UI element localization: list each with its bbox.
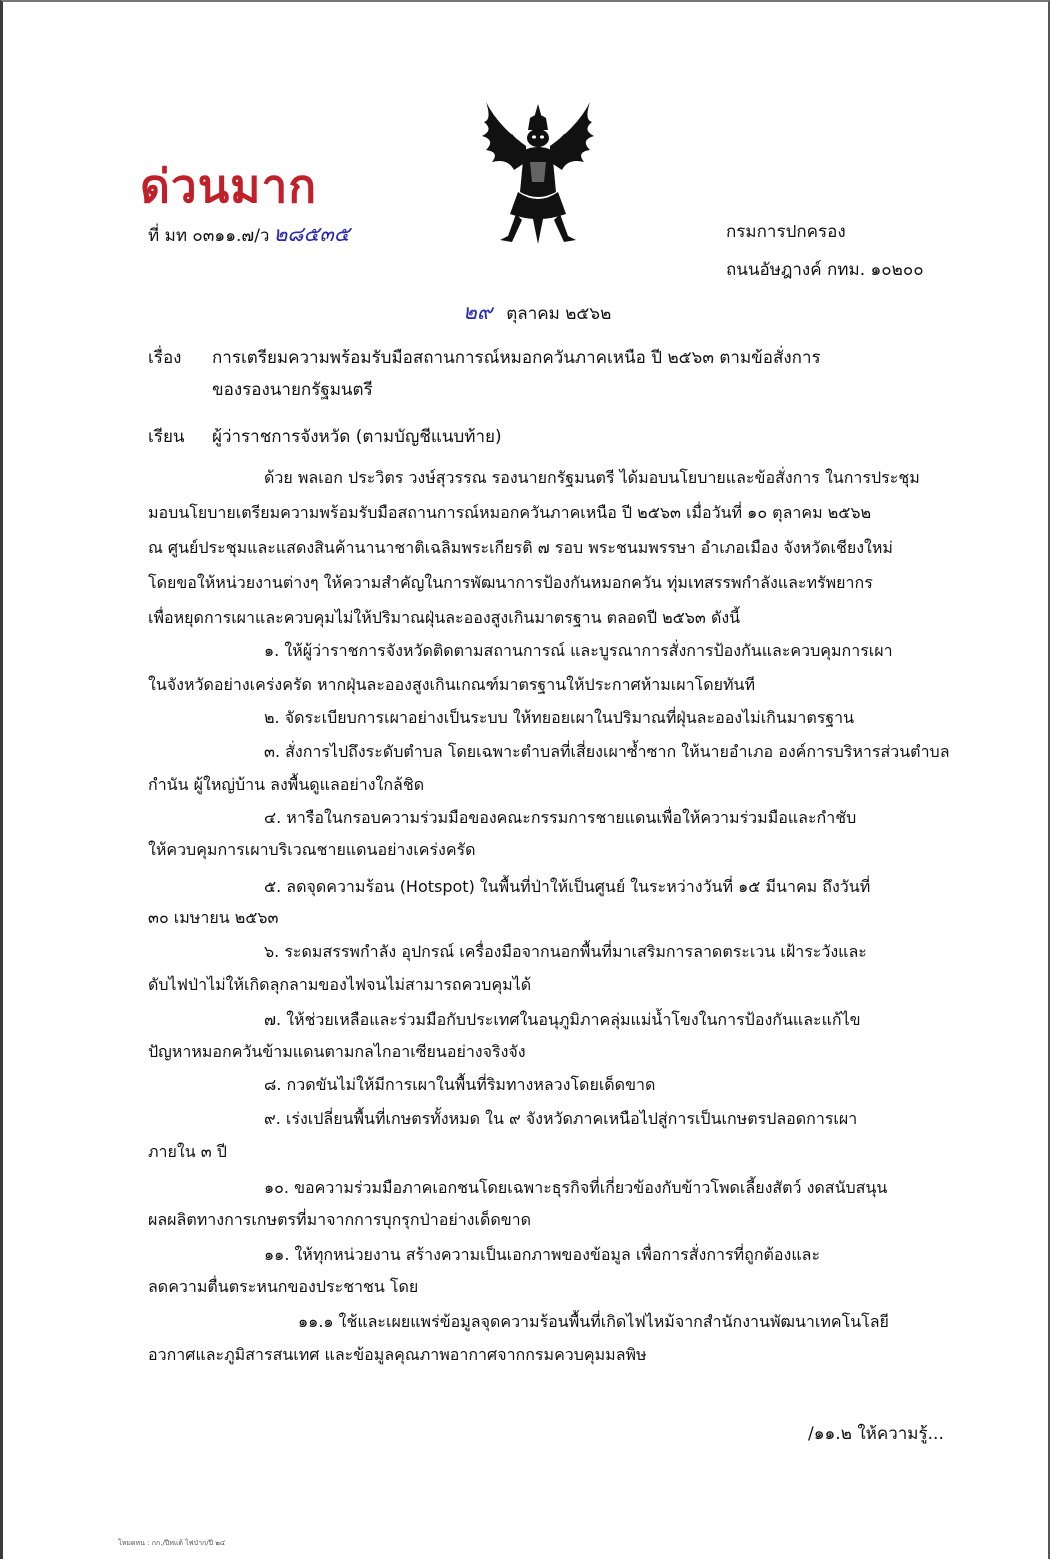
body-line: ภายใน ๓ ปี xyxy=(148,1142,227,1161)
recipient-label: เรียน xyxy=(148,427,185,447)
body-line: ๑๐. ขอความร่วมมือภาคเอกชนโดยเฉพาะธุรกิจที่เกี่ยวข้องกับข้าวโพดเลี้ยงสัตว์ งดสนับสนุน xyxy=(264,1178,888,1197)
body-line: ๒. จัดระเบียบการเผาอย่างเป็นระบบ ให้ทยอยเผาในปริมาณที่ฝุ่นละอองไม่เกินมาตรฐาน xyxy=(264,708,855,727)
body-line: ๑๑. ให้ทุกหน่วยงาน สร้างความเป็นเอกภาพของข้อมูล เพื่อการสั่งการที่ถูกต้องและ xyxy=(264,1245,821,1264)
continuation-note: /๑๑.๒ ให้ความรู้... xyxy=(808,1424,944,1444)
body-line: ๑๑.๑ ใช้และเผยแพร่ข้อมูลจุดความร้อนพื้นที่เกิดไฟไหม้จากสำนักงานพัฒนาเทคโนโลยี xyxy=(298,1312,889,1331)
body-line: ๙. เร่งเปลี่ยนพื้นที่เกษตรทั้งหมด ใน ๙ จังหวัดภาคเหนือไปสู่การเป็นเกษตรปลอดการเผา xyxy=(264,1109,858,1128)
body-line: ๕. ลดจุดความร้อน (Hotspot) ในพื้นที่ป่าให้เป็นศูนย์ ในระหว่างวันที่ ๑๕ มีนาคม ถึงวันที่ xyxy=(264,877,871,896)
body-line: ๓๐ เมษายน ๒๕๖๓ xyxy=(148,908,279,927)
body-line: โดยขอให้หน่วยงานต่างๆ ให้ความสำคัญในการพัฒนาการป้องกันหมอกควัน ทุ่มเทสรรพกำลังและทรัพยากร xyxy=(148,573,873,592)
recipient-text: ผู้ว่าราชการจังหวัด (ตามบัญชีแนบท้าย) xyxy=(212,427,502,447)
body-line: ในจังหวัดอย่างเคร่งครัด หากฝุ่นละอองสูงเกินเกณฑ์มาตรฐานให้ประกาศห้ามเผาโดยทันที xyxy=(148,675,755,694)
garuda-emblem-icon xyxy=(478,96,598,256)
body-line: ลดความตื่นตระหนกของประชาชน โดย xyxy=(148,1277,419,1296)
subject-label: เรื่อง xyxy=(148,348,182,368)
footer-note: โหมดหน : กก./ปีทแต้ ไฟป่าก/ปี ๒๔ xyxy=(118,1539,226,1547)
body-line: ด้วย พลเอก ประวิตร วงษ์สุวรรณ รองนายกรัฐมนตรี ได้มอบนโยบายและข้อสั่งการ ในการประชุม xyxy=(264,468,920,487)
body-line: ปัญหาหมอกควันข้ามแดนตามกลไกอาเซียนอย่างจริงจัง xyxy=(148,1042,526,1061)
body-line: ๘. กวดขันไม่ให้มีการเผาในพื้นที่ริมทางหลวงโดยเด็ดขาด xyxy=(264,1075,656,1094)
date-day-handwritten: ๒๙ xyxy=(463,300,493,324)
urgency-stamp: ด่วนมาก xyxy=(140,159,318,213)
body-line: ๗. ให้ช่วยเหลือและร่วมมือกับประเทศในอนุภูมิภาคลุ่มแม่น้ำโขงในการป้องกันและแก้ไข xyxy=(264,1010,861,1029)
body-line: ๖. ระดมสรรพกำลัง อุปกรณ์ เครื่องมือจากนอกพื้นที่มาเสริมการลาดตระเวน เฝ้าระวังและ xyxy=(264,942,867,961)
body-line: อวกาศและภูมิสารสนเทศ และข้อมูลคุณภาพอากาศจากกรมควบคุมมลพิษ xyxy=(148,1345,647,1364)
date-month-year: ตุลาคม ๒๕๖๒ xyxy=(506,304,612,324)
body-line: ผลผลิตทางการเกษตรที่มาจากการบุกรุกป่าอย่างเด็ดขาด xyxy=(148,1210,532,1229)
body-line: ๓. สั่งการไปถึงระดับตำบล โดยเฉพาะตำบลที่เสี่ยงเผาซ้ำซาก ให้นายอำเภอ องค์การบริหารส่วนตำบล xyxy=(264,742,950,761)
sender-address: ถนนอัษฎางค์ กทม. ๑๐๒๐๐ xyxy=(726,260,924,280)
document-number-prefix: ที่ มท ๐๓๑๑.๗/ว xyxy=(148,226,270,246)
body-line: ณ ศูนย์ประชุมและแสดงสินค้านานาชาติเฉลิมพระเกียรติ ๗ รอบ พระชนมพรรษา อำเภอเมือง จังหวัดเชียงใหม่ xyxy=(148,538,893,557)
body-line: ๔. หารือในกรอบความร่วมมือของคณะกรรมการชายแดนเพื่อให้ความร่วมมือและกำชับ xyxy=(264,808,857,827)
document-date xyxy=(463,296,611,329)
document-number xyxy=(148,218,350,251)
body-line: เพื่อหยุดการเผาและควบคุมไม่ให้ปริมาณฝุ่นละอองสูงเกินมาตรฐาน ตลอดปี ๒๕๖๓ ดังนี้ xyxy=(148,608,741,627)
body-line: มอบนโยบายเตรียมความพร้อมรับมือสถานการณ์หมอกควันภาคเหนือ ปี ๒๕๖๓ เมื่อวันที่ ๑๐ ตุลาคม ๒๕๖๒ xyxy=(148,503,872,522)
subject-line-1: การเตรียมความพร้อมรับมือสถานการณ์หมอกควันภาคเหนือ ปี ๒๕๖๓ ตามข้อสั่งการ xyxy=(212,348,821,368)
document-number-handwritten: ๒๘๕๓๕ xyxy=(273,222,350,246)
body-line: ดับไฟป่าไม่ให้เกิดลุกลามของไฟจนไม่สามารถควบคุมได้ xyxy=(148,975,532,994)
sender-department: กรมการปกครอง xyxy=(726,222,846,242)
body-line: กำนัน ผู้ใหญ่บ้าน ลงพื้นดูแลอย่างใกล้ชิด xyxy=(148,775,425,794)
subject-line-2: ของรองนายกรัฐมนตรี xyxy=(212,380,373,400)
body-line: ๑. ให้ผู้ว่าราชการจังหวัดติดตามสถานการณ์ และบูรณาการสั่งการป้องกันและควบคุมการเผา xyxy=(264,641,893,660)
body-line: ให้ควบคุมการเผาบริเวณชายแดนอย่างเคร่งครัด xyxy=(148,840,476,859)
